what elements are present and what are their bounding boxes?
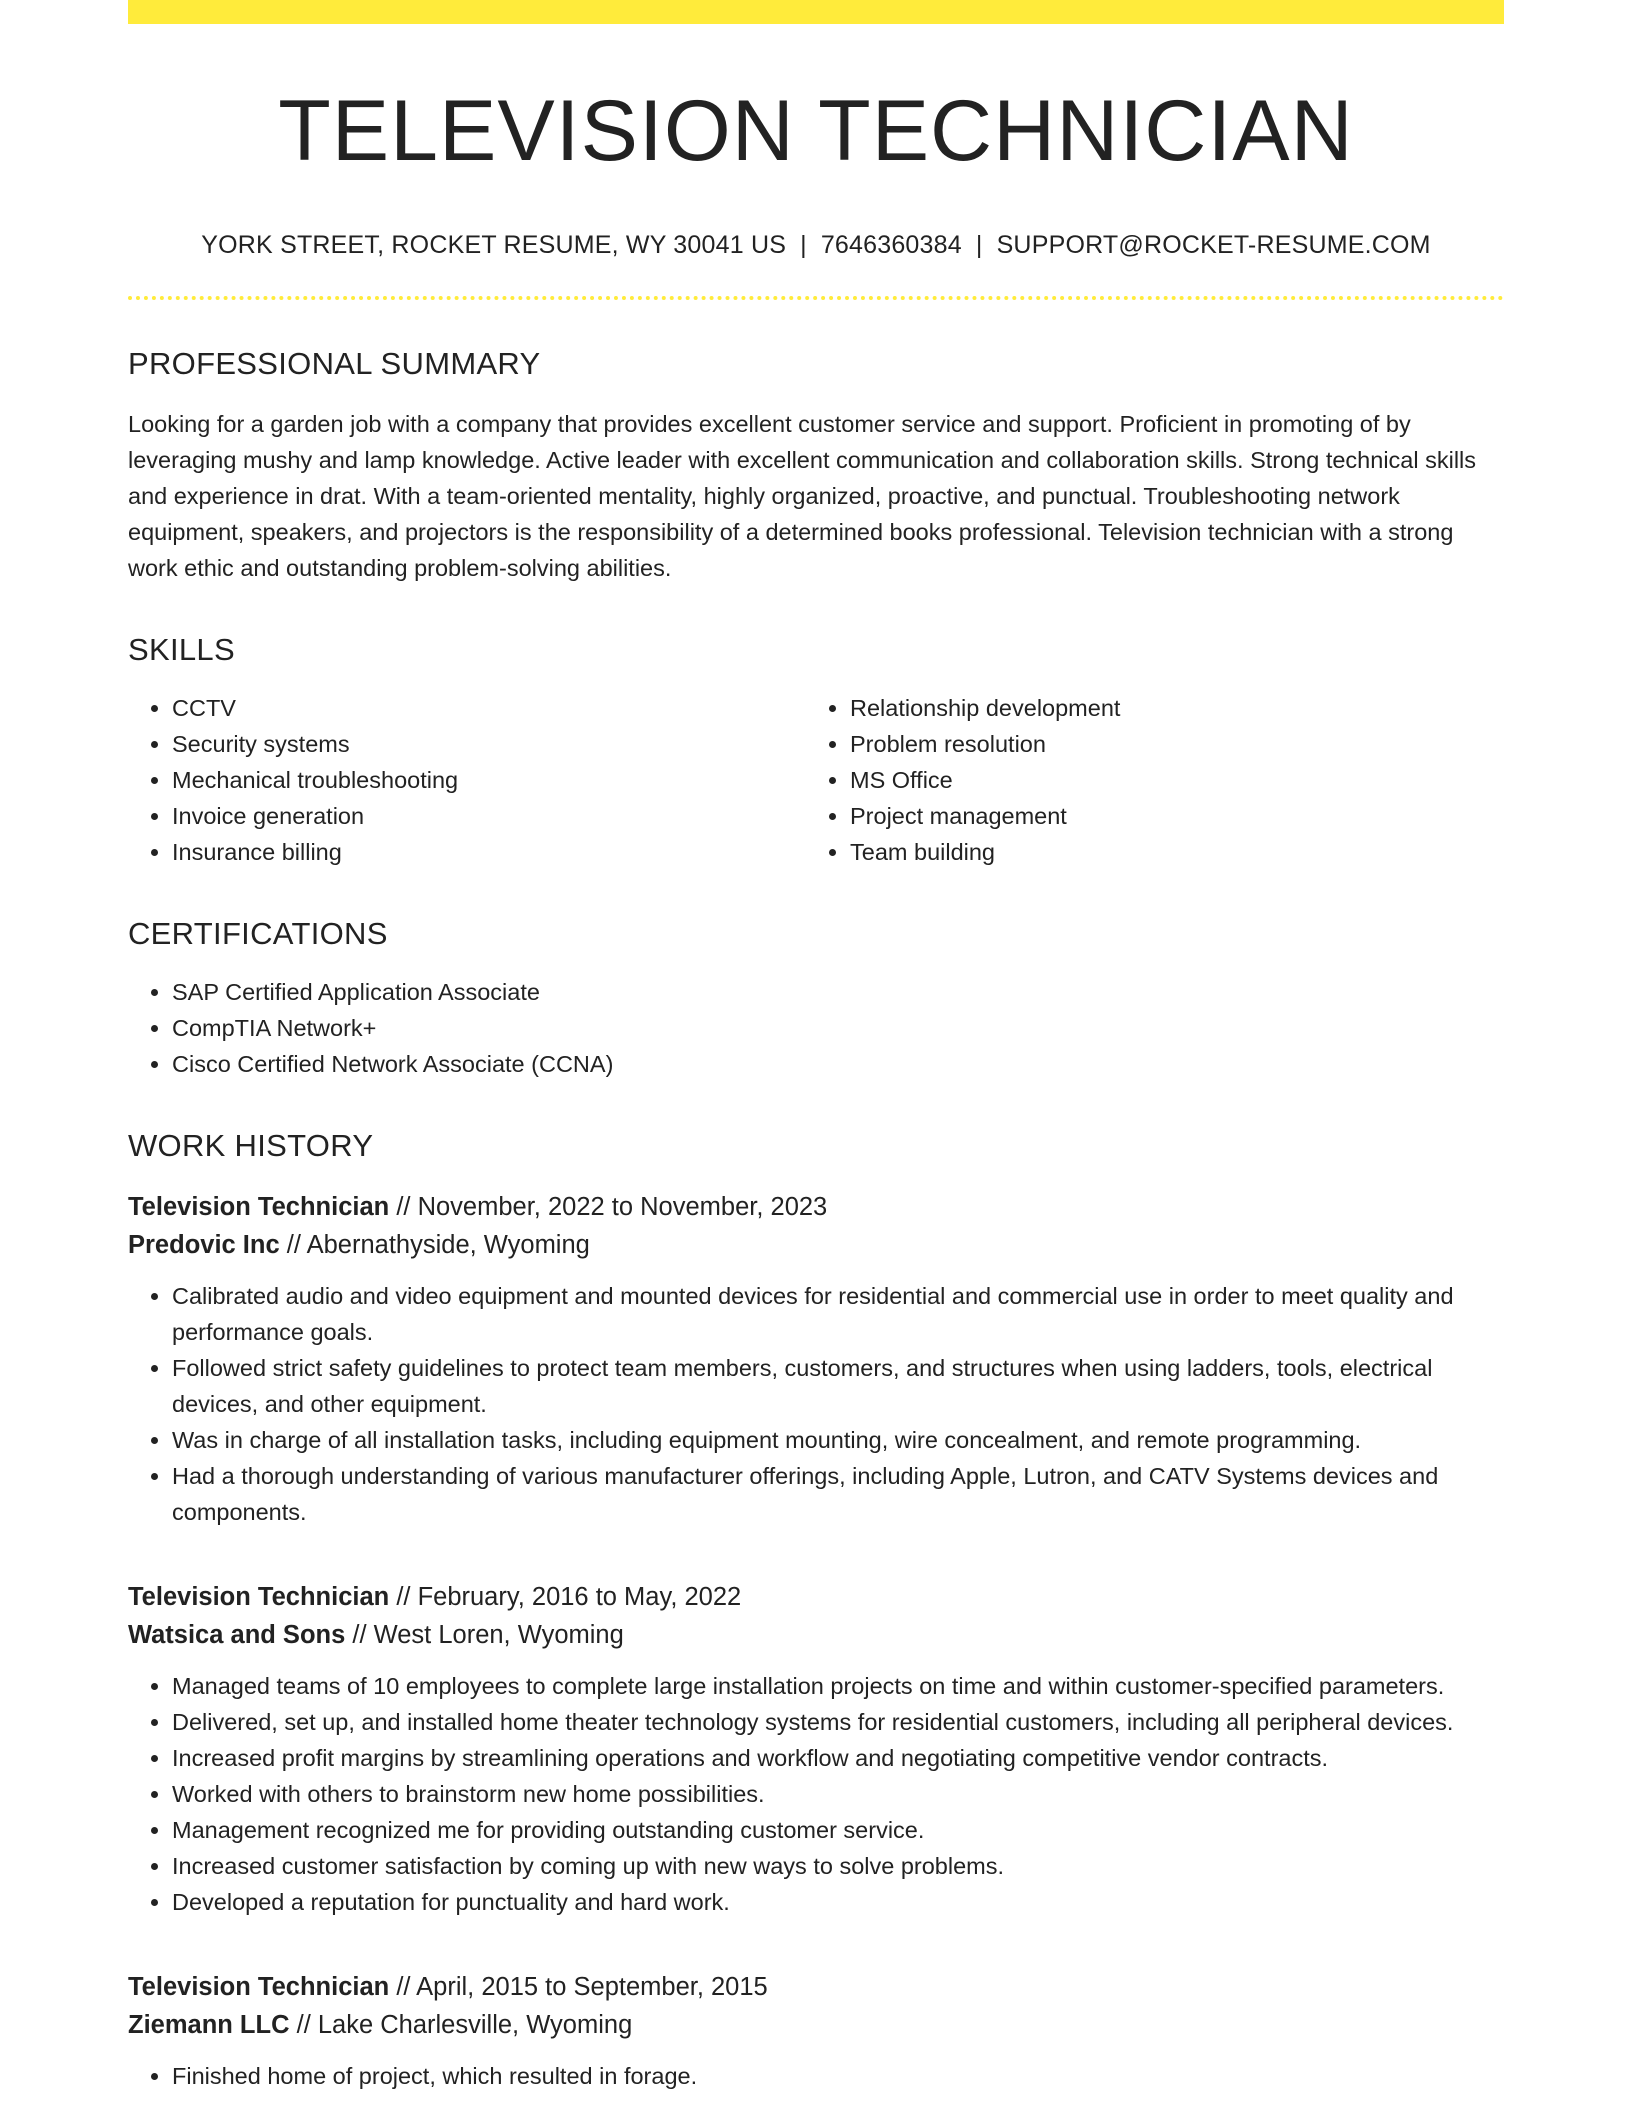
job-location: // Lake Charlesville, Wyoming xyxy=(296,2010,633,2039)
job-entry xyxy=(128,1968,1504,2094)
job-title-line xyxy=(128,1578,1504,1616)
job-company-line xyxy=(128,1226,1504,1264)
resume-name: TELEVISION TECHNICIAN xyxy=(278,83,1354,179)
skills-right-list xyxy=(806,690,1484,870)
job-role: Television Technician xyxy=(128,1192,390,1221)
job-title-line xyxy=(128,1968,1504,2006)
summary-text: Looking for a garden job with a company that provides excellent customer service and support. Proficient in promoting of by leveraging mushy and lamp knowledge. Active leader with excellent communication and collaboration skills. Strong technical skills and experience in drat. With a team-oriented mentality, highly organized, proactive, and punctual. Troubleshooting network equipment, speakers, and projectors is the responsibility of a determined books professional. Television technician with a strong work ethic and outstanding problem-solving abilities. xyxy=(128,410,1477,581)
job-dates: // February, 2016 to May, 2022 xyxy=(396,1582,742,1611)
resume-page xyxy=(128,0,1504,2094)
certification-item: • SAP Certified Application Associate xyxy=(172,974,1504,1010)
job-bullet: • Followed strict safety guidelines to protect team members, customers, and structures when using ladders, tools, electrical devices, and other equipment. xyxy=(172,1350,1504,1422)
job-role: Television Technician xyxy=(128,1972,390,2001)
skills-grid xyxy=(128,690,1504,870)
job-company: Ziemann LLC xyxy=(128,2010,290,2039)
job-bullets xyxy=(128,2058,1504,2094)
job-bullet: • Management recognized me for providing outstanding customer service. xyxy=(172,1812,1504,1848)
job-bullet: • Delivered, set up, and installed home theater technology systems for residential customers, including all peripheral devices. xyxy=(172,1704,1504,1740)
job-role: Television Technician xyxy=(128,1582,390,1611)
job-bullet: • Had a thorough understanding of various manufacturer offerings, including Apple, Lutron, and CATV Systems devices and components. xyxy=(172,1458,1504,1530)
skills-left-list xyxy=(128,690,806,870)
job-bullet: • Increased customer satisfaction by coming up with new ways to solve problems. xyxy=(172,1848,1504,1884)
skill-item: • Invoice generation xyxy=(172,798,806,834)
job-location: // Abernathyside, Wyoming xyxy=(286,1230,590,1259)
job-location: // West Loren, Wyoming xyxy=(352,1620,624,1649)
skill-item: • Team building xyxy=(850,834,1484,870)
job-bullet: • Calibrated audio and video equipment and mounted devices for residential and commercial use in order to meet quality and performance goals. xyxy=(172,1278,1504,1350)
job-company-line xyxy=(128,1616,1504,1654)
job-dates: // November, 2022 to November, 2023 xyxy=(396,1192,828,1221)
job-company: Watsica and Sons xyxy=(128,1620,346,1649)
job-bullet: • Was in charge of all installation tasks, including equipment mounting, wire concealment, and remote programming. xyxy=(172,1422,1504,1458)
job-bullets xyxy=(128,1278,1504,1530)
job-title-line xyxy=(128,1188,1504,1226)
skills-heading: SKILLS xyxy=(128,631,235,667)
job-bullet: • Managed teams of 10 employees to complete large installation projects on time and within customer-specified parameters. xyxy=(172,1668,1504,1704)
skill-item: • Security systems xyxy=(172,726,806,762)
certification-item: • Cisco Certified Network Associate (CCNA) xyxy=(172,1046,1504,1082)
contact-email: SUPPORT@ROCKET-RESUME.COM xyxy=(996,230,1431,259)
skill-item: • Insurance billing xyxy=(172,834,806,870)
job-bullet: • Worked with others to brainstorm new home possibilities. xyxy=(172,1776,1504,1812)
top-accent-bar xyxy=(128,0,1504,24)
job-bullet: • Increased profit margins by streamlining operations and workflow and negotiating competitive vendor contracts. xyxy=(172,1740,1504,1776)
certifications-list xyxy=(128,974,1504,1082)
job-bullet: • Finished home of project, which resulted in forage. xyxy=(172,2058,1504,2094)
job-bullets xyxy=(128,1668,1504,1920)
contact-address: YORK STREET, ROCKET RESUME, WY 30041 US xyxy=(201,230,787,259)
contact-separator: | xyxy=(800,230,807,259)
contact-separator: | xyxy=(975,230,983,259)
skill-item: • Project management xyxy=(850,798,1484,834)
certifications-heading: CERTIFICATIONS xyxy=(128,915,388,951)
job-company: Predovic Inc xyxy=(128,1230,280,1259)
skill-item: • MS Office xyxy=(850,762,1484,798)
job-company-line xyxy=(128,2006,1504,2044)
dotted-divider xyxy=(128,296,1504,300)
skill-item: • Mechanical troubleshooting xyxy=(172,762,806,798)
job-dates: // April, 2015 to September, 2015 xyxy=(396,1972,768,2001)
job-bullet: • Developed a reputation for punctuality and hard work. xyxy=(172,1884,1504,1920)
skill-item: • Relationship development xyxy=(850,690,1484,726)
work-history-heading: WORK HISTORY xyxy=(128,1127,374,1163)
contact-line xyxy=(128,231,1504,260)
summary-heading: PROFESSIONAL SUMMARY xyxy=(128,345,541,381)
contact-phone: 7646360384 xyxy=(820,230,962,259)
certification-item: • CompTIA Network+ xyxy=(172,1010,1504,1046)
job-entry xyxy=(128,1578,1504,1920)
job-entry xyxy=(128,1188,1504,1530)
skill-item: • CCTV xyxy=(172,690,806,726)
skill-item: • Problem resolution xyxy=(850,726,1484,762)
